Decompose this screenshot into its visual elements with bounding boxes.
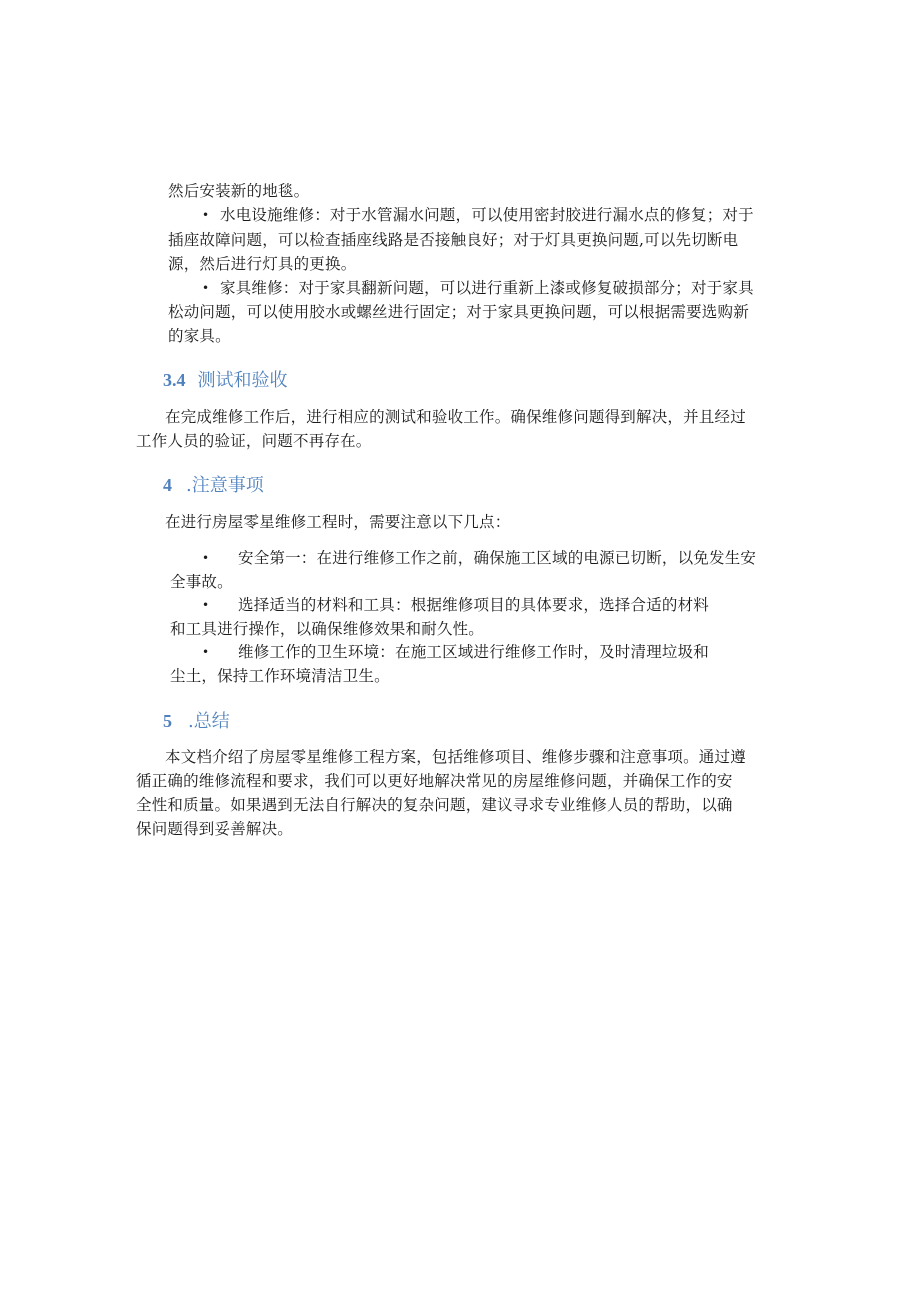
- section-heading: [163, 368, 288, 393]
- paragraph-line: 在进行房屋零星维修工程时，需要注意以下几点：: [165, 513, 511, 531]
- bullet-item-line: 的家具。: [168, 327, 231, 345]
- bullet-icon: •: [202, 551, 210, 565]
- paragraph-line: 然后安装新的地毯。: [168, 182, 310, 200]
- bullet-item-line: 安全第一：在进行维修工作之前，确保施工区域的电源已切断，以免发生安: [238, 549, 757, 567]
- section-title: .注意事项: [186, 475, 264, 496]
- paragraph-line: 本文档介绍了房屋零星维修工程方案，包括维修项目、维修步骤和注意事项。通过遵: [165, 748, 746, 766]
- bullet-icon: •: [202, 208, 210, 222]
- bullet-item-line: 全事故。: [170, 573, 233, 591]
- bullet-item-line: 维修工作的卫生环境：在施工区域进行维修工作时，及时清理垃圾和: [238, 643, 710, 661]
- section-number: 5: [163, 711, 172, 731]
- section-number: 3.4: [163, 370, 186, 390]
- bullet-item-line: 插座故障问题，可以检查插座线路是否接触良好；对于灯具更换问题,可以先切断电: [168, 231, 739, 249]
- bullet-icon: •: [202, 645, 210, 659]
- paragraph-line: 在完成维修工作后，进行相应的测试和验收工作。确保维修问题得到解决，并且经过: [165, 408, 746, 426]
- section-title: 测试和验收: [197, 370, 288, 391]
- bullet-item-line: 松动问题，可以使用胶水或螺丝进行固定；对于家具更换问题，可以根据需要选购新: [168, 303, 749, 321]
- bullet-item-line: 水电设施维修：对于水管漏水问题，可以使用密封胶进行漏水点的修复；对于: [220, 206, 754, 224]
- bullet-item-line: 源，然后进行灯具的更换。: [168, 255, 357, 273]
- section-number: 4: [163, 475, 172, 495]
- section-title: .总结: [188, 711, 230, 732]
- paragraph-line: 循正确的维修流程和要求，我们可以更好地解决常见的房屋维修问题，并确保工作的安: [136, 772, 733, 790]
- paragraph-line: 工作人员的验证，问题不再存在。: [136, 432, 372, 450]
- bullet-item-line: 选择适当的材料和工具：根据维修项目的具体要求，选择合适的材料: [238, 596, 710, 614]
- section-heading: [163, 473, 264, 498]
- paragraph-line: 全性和质量。如果遇到无法自行解决的复杂问题，建议寻求专业维修人员的帮助，以确: [136, 796, 733, 814]
- bullet-item-line: 和工具进行操作，以确保维修效果和耐久性。: [170, 620, 485, 638]
- bullet-item-line: 家具维修：对于家具翻新问题，可以进行重新上漆或修复破损部分；对于家具: [220, 279, 754, 297]
- paragraph-line: 保问题得到妥善解决。: [136, 820, 294, 838]
- bullet-icon: •: [202, 281, 210, 295]
- bullet-item-line: 尘土，保持工作环境清洁卫生。: [170, 667, 390, 685]
- section-heading: [163, 709, 230, 734]
- bullet-icon: •: [202, 598, 210, 612]
